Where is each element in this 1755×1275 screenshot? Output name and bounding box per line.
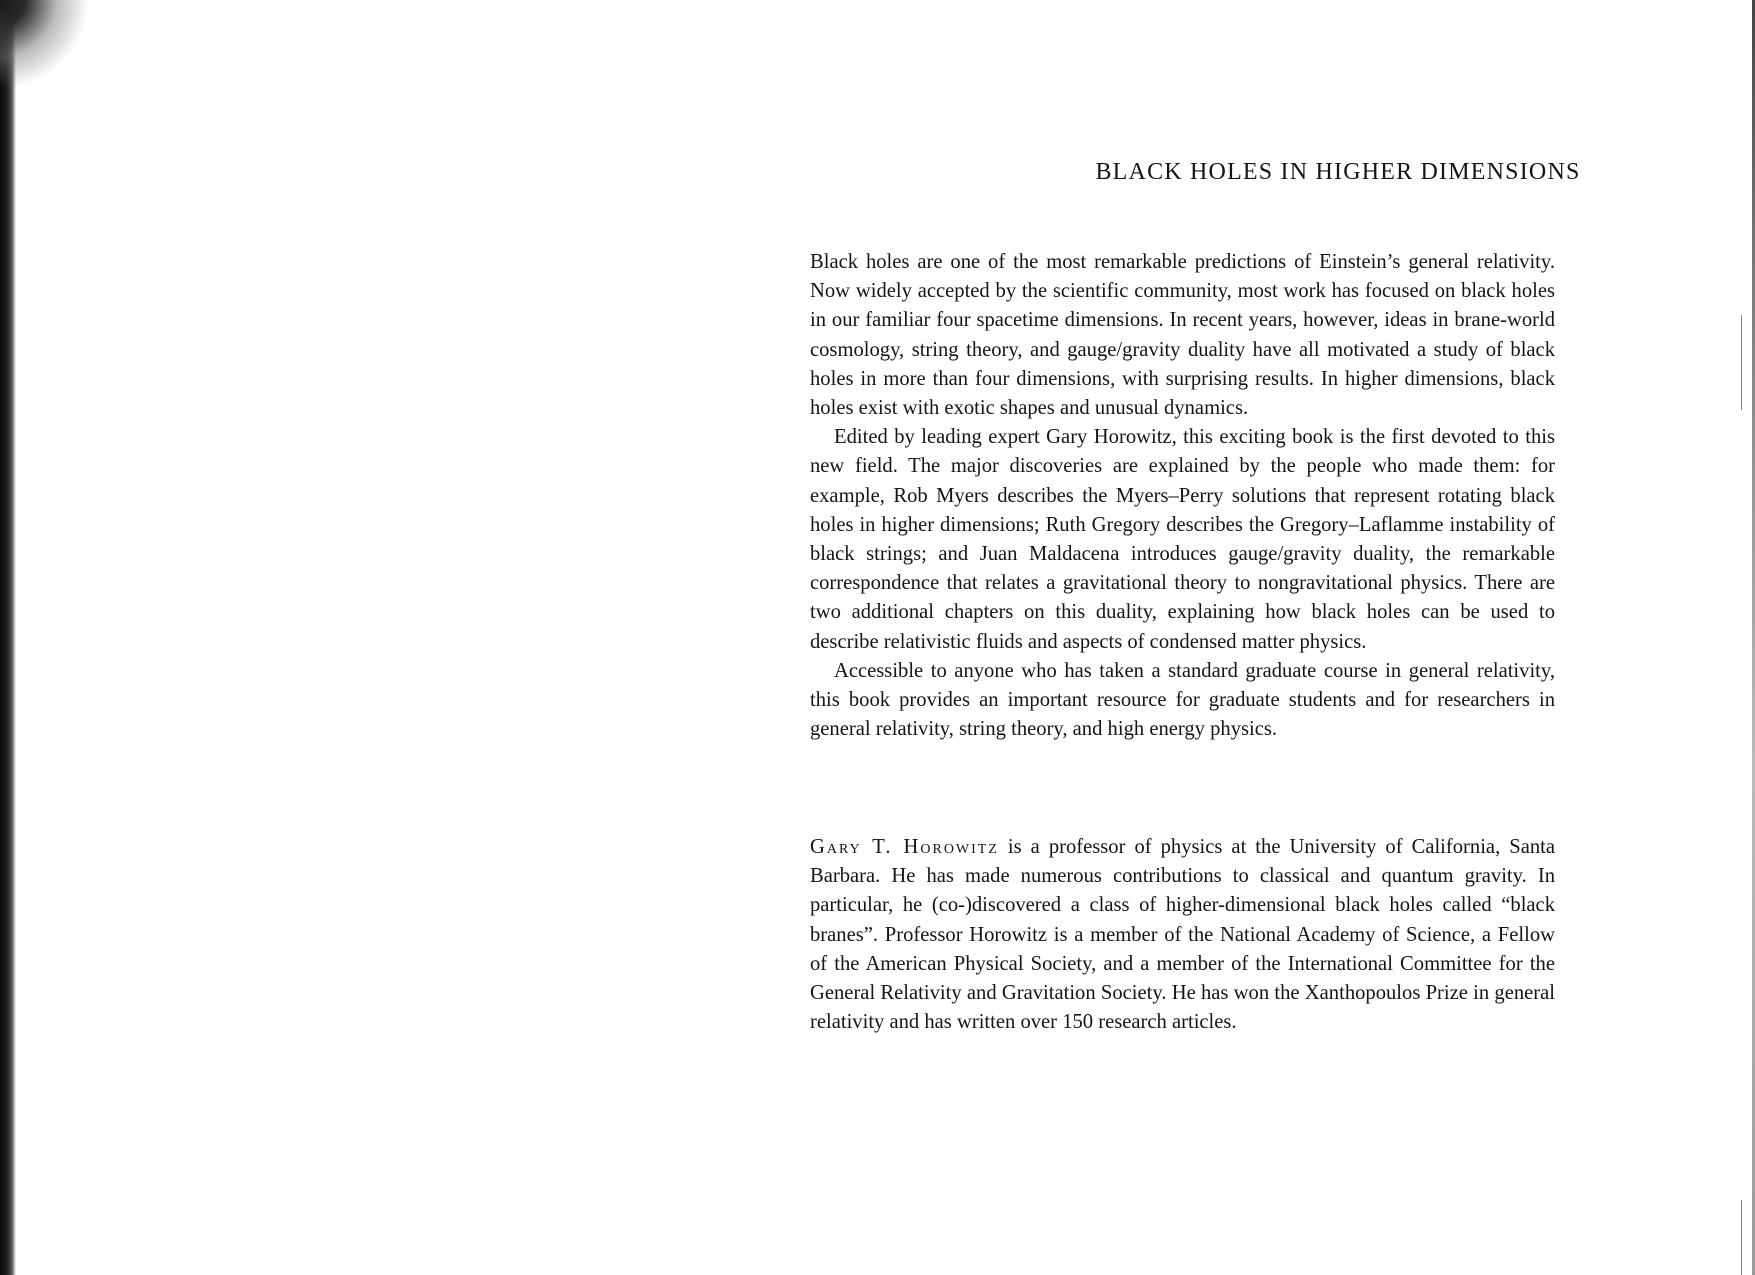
scan-margin-mark xyxy=(1741,1200,1742,1275)
scan-shadow-left xyxy=(0,0,16,1275)
description-paragraph-1: Black holes are one of the most remarkable predictions of Einstein’s general relativity. Now widely accepted by the scientific community, most work has focused on black holes in our familiar four spacetime dimensions. In recent years, however, ideas in brane-world cosmology, string theory, and gauge/gravity duality have all motivated a study of black holes in more than four dimensions, with surprising results. In higher dimensions, black holes exist with exotic shapes and unusual dynamics. xyxy=(810,251,1555,420)
author-bio-text: is a professor of physics at the University of California, Santa Barbara. He has made numerous contributions to classical and quantum gravity. In particular, he (co-)discovered a class of higher-dimensional black holes called “black branes”. Professor Horowitz is a member of the National Academy of Science, a Fellow of the American Physical Society, and a member of the International Committee for the General Relativity and Gravitation Society. He has won the Xanthopoulos Prize in general relativity and has written over 150 research articles. xyxy=(810,836,1555,1034)
scan-shadow-corner xyxy=(0,0,90,90)
book-title: BLACK HOLES IN HIGHER DIMENSIONS xyxy=(1095,159,1581,185)
author-bio-paragraph xyxy=(810,833,1555,1037)
scan-margin-mark xyxy=(1741,315,1742,410)
author-name: Gary T. Horowitz xyxy=(810,836,999,858)
book-description xyxy=(810,248,1555,744)
author-bio xyxy=(810,833,1555,1037)
description-paragraph-2: Edited by leading expert Gary Horowitz, this exciting book is the first devoted to this new field. The major discoveries are explained by the people who made them: for example, Rob Myers describes the Myers–Perry solutions that represent rotating black holes in higher dimensions; Ruth Gregory describes the Gregory–Laflamme instability of black strings; and Juan Maldacena introduces gauge/gravity duality, the remarkable correspondence that relates a gravitational theory to nongravitational physics. There are two additional chapters on this duality, explaining how black holes can be used to describe relativistic fluids and aspects of condensed matter physics. xyxy=(810,426,1555,653)
description-paragraph-3: Accessible to anyone who has taken a standard graduate course in general relativity, this book provides an important resource for graduate students and for researchers in general relativity, string theory, and high energy physics. xyxy=(810,659,1555,741)
